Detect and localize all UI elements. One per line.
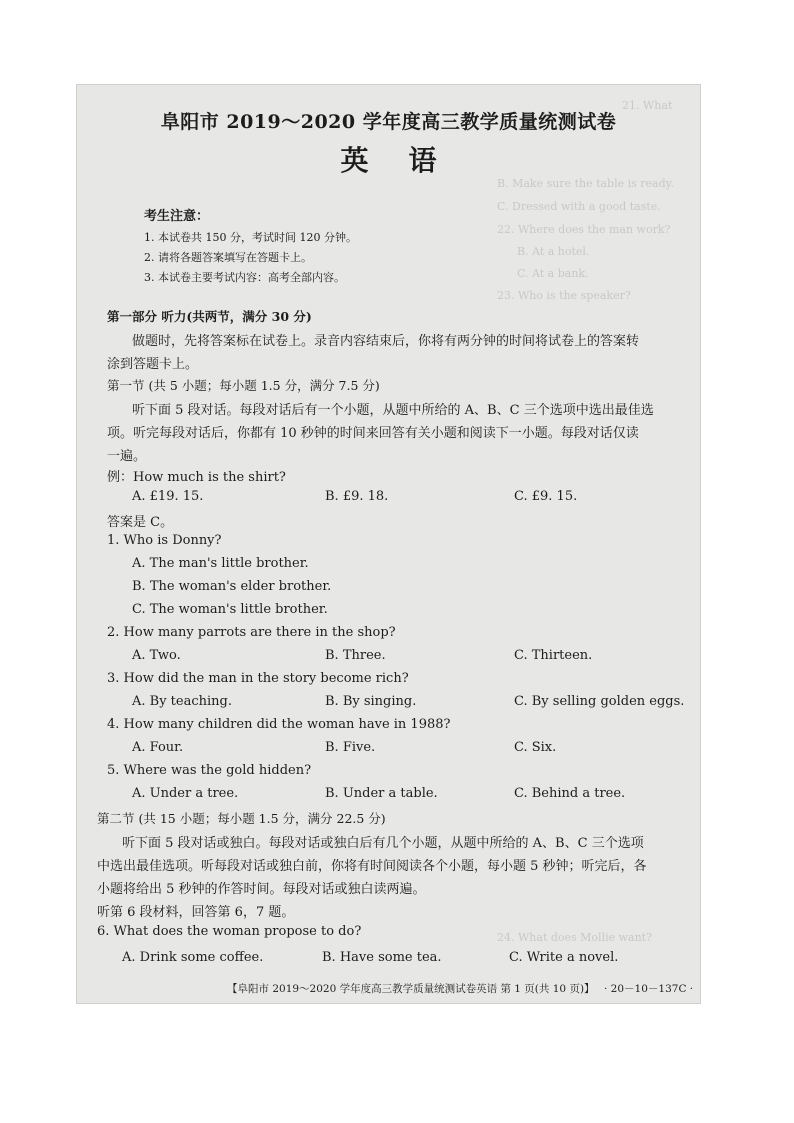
bleed-text: 24. What does Mollie want? bbox=[497, 931, 652, 944]
bleed-text: B. At a hotel. bbox=[517, 245, 590, 258]
question-stem: 1. Who is Donny? bbox=[107, 533, 222, 548]
page-footer: 【阜阳市 2019～2020 学年度高三教学质量统测试卷英语 第 1 页(共 10 页)】 bbox=[227, 983, 595, 995]
question-option: C. Behind a tree. bbox=[514, 786, 626, 801]
exam-code: · 20－10－137C · bbox=[604, 983, 694, 995]
exam-page bbox=[76, 84, 701, 1004]
question-stem: 2. How many parrots are there in the shop? bbox=[107, 625, 396, 640]
question-option: C. Thirteen. bbox=[514, 648, 593, 663]
bleed-text: 21. What bbox=[622, 99, 673, 112]
exam-title: 阜阳市 2019～2020 学年度高三教学质量统测试卷 bbox=[160, 111, 617, 133]
question-option: A. By teaching. bbox=[132, 694, 232, 709]
example-answer: 答案是 C。 bbox=[107, 515, 174, 530]
example-option-b: B. £9. 18. bbox=[325, 489, 389, 504]
question-option: B. Three. bbox=[325, 648, 386, 663]
question-option: C. By selling golden eggs. bbox=[514, 694, 685, 709]
notice-item: 1. 本试卷共 150 分，考试时间 120 分钟。 bbox=[144, 231, 357, 244]
part1-instruction: 涂到答题卡上。 bbox=[107, 357, 199, 372]
question-stem: 5. Where was the gold hidden? bbox=[107, 763, 312, 778]
question-stem: 6. What does the woman propose to do? bbox=[97, 924, 362, 939]
question-option: C. The woman's little brother. bbox=[132, 602, 328, 617]
notice-item: 2. 请将各题答案填写在答题卡上。 bbox=[144, 251, 312, 264]
question-option: C. Six. bbox=[514, 740, 557, 755]
question-option: A. Drink some coffee. bbox=[122, 950, 264, 965]
question-option: B. By singing. bbox=[325, 694, 417, 709]
material-note: 听第 6 段材料，回答第 6，7 题。 bbox=[97, 905, 295, 920]
section1-instruction: 一遍。 bbox=[107, 449, 147, 464]
question-option: B. The woman's elder brother. bbox=[132, 579, 332, 594]
bleed-text: 22. Where does the man work? bbox=[497, 223, 671, 236]
notice-item: 3. 本试卷主要考试内容：高考全部内容。 bbox=[144, 271, 345, 284]
subject-title: 英语 bbox=[340, 144, 477, 177]
bleed-text: C. Dressed with a good taste. bbox=[497, 200, 661, 213]
question-option: B. Under a table. bbox=[325, 786, 438, 801]
bleed-text: 23. Who is the speaker? bbox=[497, 289, 631, 302]
question-option: A. Two. bbox=[132, 648, 181, 663]
part1-instruction: 做题时，先将答案标在试卷上。录音内容结束后，你将有两分钟的时间将试卷上的答案转 bbox=[132, 334, 640, 349]
question-option: A. Under a tree. bbox=[132, 786, 239, 801]
example-option-a: A. £19. 15. bbox=[132, 489, 204, 504]
question-stem: 4. How many children did the woman have in 1988? bbox=[107, 717, 451, 732]
example-question: 例：How much is the shirt? bbox=[107, 470, 286, 485]
notice-heading: 考生注意： bbox=[144, 209, 210, 224]
question-option: C. Write a novel. bbox=[509, 950, 619, 965]
question-stem: 3. How did the man in the story become rich? bbox=[107, 671, 409, 686]
bleed-text: C. At a bank. bbox=[517, 267, 589, 280]
question-option: B. Have some tea. bbox=[322, 950, 442, 965]
question-option: A. Four. bbox=[132, 740, 184, 755]
bleed-text: B. Make sure the table is ready. bbox=[497, 177, 674, 190]
part1-heading: 第一部分 听力(共两节，满分 30 分) bbox=[107, 309, 312, 324]
section1-instruction: 项。听完每段对话后，你都有 10 秒钟的时间来回答有关小题和阅读下一小题。每段对话仅读 bbox=[107, 426, 639, 441]
section2-instruction: 听下面 5 段对话或独白。每段对话或独白后有几个小题，从题中所给的 A、B、C 三个选项 bbox=[122, 836, 644, 851]
section1-instruction: 听下面 5 段对话。每段对话后有一个小题，从题中所给的 A、B、C 三个选项中选出最佳选 bbox=[132, 403, 654, 418]
section1-heading: 第一节 (共 5 小题；每小题 1.5 分，满分 7.5 分) bbox=[107, 378, 380, 393]
question-option: B. Five. bbox=[325, 740, 376, 755]
section2-heading: 第二节 (共 15 小题；每小题 1.5 分，满分 22.5 分) bbox=[97, 811, 386, 826]
example-option-c: C. £9. 15. bbox=[514, 489, 578, 504]
section2-instruction: 中选出最佳选项。听每段对话或独白前，你将有时间阅读各个小题，每小题 5 秒钟；听完后，各 bbox=[97, 859, 647, 874]
question-option: A. The man's little brother. bbox=[132, 556, 309, 571]
section2-instruction: 小题将给出 5 秒钟的作答时间。每段对话或独白读两遍。 bbox=[97, 882, 426, 897]
